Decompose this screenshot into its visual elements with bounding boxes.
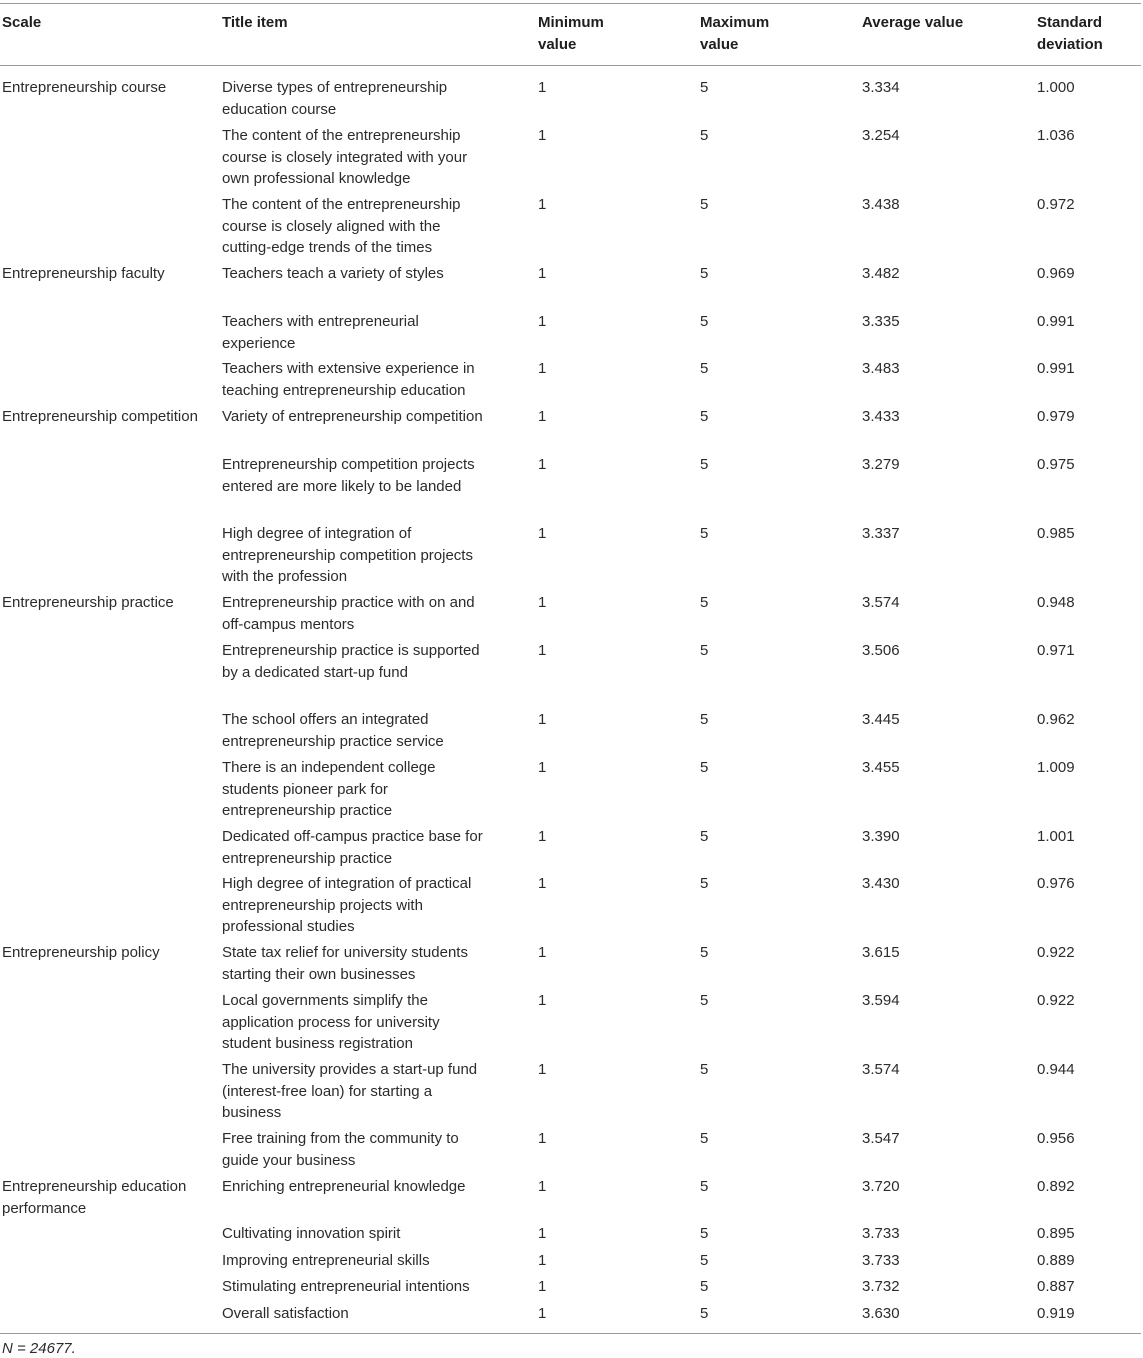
header-scale: Scale bbox=[2, 14, 42, 31]
cell-title-item: Local governments simplify the application process for university student business registration bbox=[222, 992, 440, 1052]
cell-minimum: 1 bbox=[538, 944, 547, 961]
cell-maximum: 5 bbox=[700, 1130, 709, 1147]
cell-average: 3.390 bbox=[862, 828, 900, 845]
cell-average: 3.254 bbox=[862, 127, 900, 144]
cell-minimum: 1 bbox=[538, 127, 547, 144]
cell-standard-deviation: 1.001 bbox=[1037, 828, 1075, 845]
cell-scale: Entrepreneurship education performance bbox=[2, 1178, 187, 1217]
cell-standard-deviation: 0.892 bbox=[1037, 1178, 1075, 1195]
cell-title-item: The content of the entrepreneurship course is closely aligned with the cutting-edge trends of the times bbox=[222, 196, 461, 256]
cell-minimum: 1 bbox=[538, 525, 547, 542]
cell-standard-deviation: 0.976 bbox=[1037, 875, 1075, 892]
cell-average: 3.574 bbox=[862, 1061, 900, 1078]
cell-minimum: 1 bbox=[538, 1278, 547, 1295]
cell-maximum: 5 bbox=[700, 1061, 709, 1078]
header-average: Average value bbox=[862, 14, 964, 31]
cell-minimum: 1 bbox=[538, 79, 547, 96]
cell-standard-deviation: 0.972 bbox=[1037, 196, 1075, 213]
cell-average: 3.445 bbox=[862, 711, 900, 728]
cell-maximum: 5 bbox=[700, 79, 709, 96]
cell-title-item: The school offers an integrated entrepreneurship practice service bbox=[222, 711, 444, 750]
cell-maximum: 5 bbox=[700, 875, 709, 892]
cell-average: 3.455 bbox=[862, 759, 900, 776]
cell-minimum: 1 bbox=[538, 875, 547, 892]
cell-title-item: Free training from the community to guide your business bbox=[222, 1130, 459, 1169]
cell-maximum: 5 bbox=[700, 642, 709, 659]
cell-average: 3.732 bbox=[862, 1278, 900, 1295]
cell-title-item: Overall satisfaction bbox=[222, 1305, 349, 1322]
cell-title-item: Cultivating innovation spirit bbox=[222, 1225, 401, 1242]
cell-minimum: 1 bbox=[538, 456, 547, 473]
cell-title-item: Diverse types of entrepreneurship education course bbox=[222, 79, 448, 118]
cell-maximum: 5 bbox=[700, 408, 709, 425]
cell-minimum: 1 bbox=[538, 1225, 547, 1242]
cell-average: 3.615 bbox=[862, 944, 900, 961]
cell-title-item: The university provides a start-up fund (interest-free loan) for starting a business bbox=[222, 1061, 478, 1121]
cell-minimum: 1 bbox=[538, 828, 547, 845]
cell-maximum: 5 bbox=[700, 828, 709, 845]
cell-standard-deviation: 0.948 bbox=[1037, 594, 1075, 611]
cell-average: 3.574 bbox=[862, 594, 900, 611]
table-footnote: N = 24677. bbox=[2, 1340, 76, 1357]
cell-average: 3.335 bbox=[862, 313, 900, 330]
cell-title-item: Enriching entrepreneurial knowledge bbox=[222, 1178, 466, 1195]
cell-title-item: Teachers with extensive experience in teaching entrepreneurship education bbox=[222, 360, 475, 399]
cell-minimum: 1 bbox=[538, 642, 547, 659]
cell-maximum: 5 bbox=[700, 265, 709, 282]
cell-standard-deviation: 0.969 bbox=[1037, 265, 1075, 282]
cell-title-item: The content of the entrepreneurship course is closely integrated with your own professional knowledge bbox=[222, 127, 468, 187]
cell-maximum: 5 bbox=[700, 360, 709, 377]
cell-average: 3.337 bbox=[862, 525, 900, 542]
cell-average: 3.482 bbox=[862, 265, 900, 282]
cell-minimum: 1 bbox=[538, 1178, 547, 1195]
cell-minimum: 1 bbox=[538, 594, 547, 611]
cell-maximum: 5 bbox=[700, 1225, 709, 1242]
cell-minimum: 1 bbox=[538, 1252, 547, 1269]
cell-average: 3.483 bbox=[862, 360, 900, 377]
cell-standard-deviation: 0.991 bbox=[1037, 360, 1075, 377]
cell-average: 3.733 bbox=[862, 1225, 900, 1242]
top-rule bbox=[0, 3, 1141, 4]
cell-standard-deviation: 0.919 bbox=[1037, 1305, 1075, 1322]
cell-scale: Entrepreneurship course bbox=[2, 79, 167, 96]
cell-maximum: 5 bbox=[700, 759, 709, 776]
header-minimum: Minimum value bbox=[538, 14, 604, 53]
cell-standard-deviation: 0.944 bbox=[1037, 1061, 1075, 1078]
cell-standard-deviation: 0.979 bbox=[1037, 408, 1075, 425]
cell-title-item: Dedicated off-campus practice base for entrepreneurship practice bbox=[222, 828, 483, 867]
cell-minimum: 1 bbox=[538, 196, 547, 213]
cell-standard-deviation: 1.036 bbox=[1037, 127, 1075, 144]
cell-average: 3.433 bbox=[862, 408, 900, 425]
cell-minimum: 1 bbox=[538, 265, 547, 282]
cell-title-item: High degree of integration of practical entrepreneurship projects with professional studies bbox=[222, 875, 472, 935]
header-title-item: Title item bbox=[222, 14, 288, 31]
cell-standard-deviation: 0.991 bbox=[1037, 313, 1075, 330]
cell-maximum: 5 bbox=[700, 525, 709, 542]
cell-maximum: 5 bbox=[700, 313, 709, 330]
cell-maximum: 5 bbox=[700, 127, 709, 144]
cell-minimum: 1 bbox=[538, 1061, 547, 1078]
cell-standard-deviation: 0.971 bbox=[1037, 642, 1075, 659]
cell-minimum: 1 bbox=[538, 1305, 547, 1322]
cell-standard-deviation: 0.922 bbox=[1037, 944, 1075, 961]
header-standard-deviation: Standard deviation bbox=[1037, 14, 1103, 53]
cell-average: 3.720 bbox=[862, 1178, 900, 1195]
cell-scale: Entrepreneurship faculty bbox=[2, 265, 165, 282]
cell-average: 3.430 bbox=[862, 875, 900, 892]
cell-average: 3.279 bbox=[862, 456, 900, 473]
cell-minimum: 1 bbox=[538, 408, 547, 425]
cell-maximum: 5 bbox=[700, 594, 709, 611]
cell-standard-deviation: 0.889 bbox=[1037, 1252, 1075, 1269]
header-maximum: Maximum value bbox=[700, 14, 770, 53]
cell-maximum: 5 bbox=[700, 1278, 709, 1295]
cell-title-item: There is an independent college students pioneer park for entrepreneurship practice bbox=[222, 759, 436, 819]
cell-standard-deviation: 1.000 bbox=[1037, 79, 1075, 96]
cell-standard-deviation: 0.985 bbox=[1037, 525, 1075, 542]
cell-maximum: 5 bbox=[700, 1178, 709, 1195]
cell-minimum: 1 bbox=[538, 360, 547, 377]
cell-average: 3.594 bbox=[862, 992, 900, 1009]
cell-standard-deviation: 0.962 bbox=[1037, 711, 1075, 728]
cell-title-item: Teachers with entrepreneurial experience bbox=[222, 313, 419, 352]
cell-average: 3.733 bbox=[862, 1252, 900, 1269]
cell-minimum: 1 bbox=[538, 992, 547, 1009]
cell-minimum: 1 bbox=[538, 711, 547, 728]
cell-title-item: Stimulating entrepreneurial intentions bbox=[222, 1278, 470, 1295]
cell-scale: Entrepreneurship policy bbox=[2, 944, 160, 961]
cell-average: 3.506 bbox=[862, 642, 900, 659]
cell-scale: Entrepreneurship competition bbox=[2, 408, 198, 425]
cell-minimum: 1 bbox=[538, 759, 547, 776]
cell-standard-deviation: 0.975 bbox=[1037, 456, 1075, 473]
cell-standard-deviation: 0.887 bbox=[1037, 1278, 1075, 1295]
cell-maximum: 5 bbox=[700, 456, 709, 473]
cell-maximum: 5 bbox=[700, 944, 709, 961]
cell-maximum: 5 bbox=[700, 196, 709, 213]
cell-title-item: Improving entrepreneurial skills bbox=[222, 1252, 430, 1269]
cell-title-item: High degree of integration of entrepreneurship competition projects with the profession bbox=[222, 525, 473, 585]
cell-title-item: Entrepreneurship competition projects entered are more likely to be landed bbox=[222, 456, 475, 495]
cell-maximum: 5 bbox=[700, 992, 709, 1009]
cell-average: 3.547 bbox=[862, 1130, 900, 1147]
header-rule bbox=[0, 65, 1141, 66]
cell-standard-deviation: 0.922 bbox=[1037, 992, 1075, 1009]
cell-title-item: Variety of entrepreneurship competition bbox=[222, 408, 483, 425]
cell-maximum: 5 bbox=[700, 711, 709, 728]
cell-scale: Entrepreneurship practice bbox=[2, 594, 174, 611]
cell-minimum: 1 bbox=[538, 313, 547, 330]
cell-maximum: 5 bbox=[700, 1305, 709, 1322]
cell-standard-deviation: 1.009 bbox=[1037, 759, 1075, 776]
cell-standard-deviation: 0.956 bbox=[1037, 1130, 1075, 1147]
cell-title-item: Entrepreneurship practice is supported by a dedicated start-up fund bbox=[222, 642, 480, 681]
cell-average: 3.438 bbox=[862, 196, 900, 213]
cell-average: 3.630 bbox=[862, 1305, 900, 1322]
cell-average: 3.334 bbox=[862, 79, 900, 96]
cell-minimum: 1 bbox=[538, 1130, 547, 1147]
cell-title-item: Teachers teach a variety of styles bbox=[222, 265, 444, 282]
cell-title-item: State tax relief for university students starting their own businesses bbox=[222, 944, 468, 983]
bottom-rule bbox=[0, 1333, 1141, 1334]
cell-standard-deviation: 0.895 bbox=[1037, 1225, 1075, 1242]
cell-title-item: Entrepreneurship practice with on and off-campus mentors bbox=[222, 594, 475, 633]
cell-maximum: 5 bbox=[700, 1252, 709, 1269]
